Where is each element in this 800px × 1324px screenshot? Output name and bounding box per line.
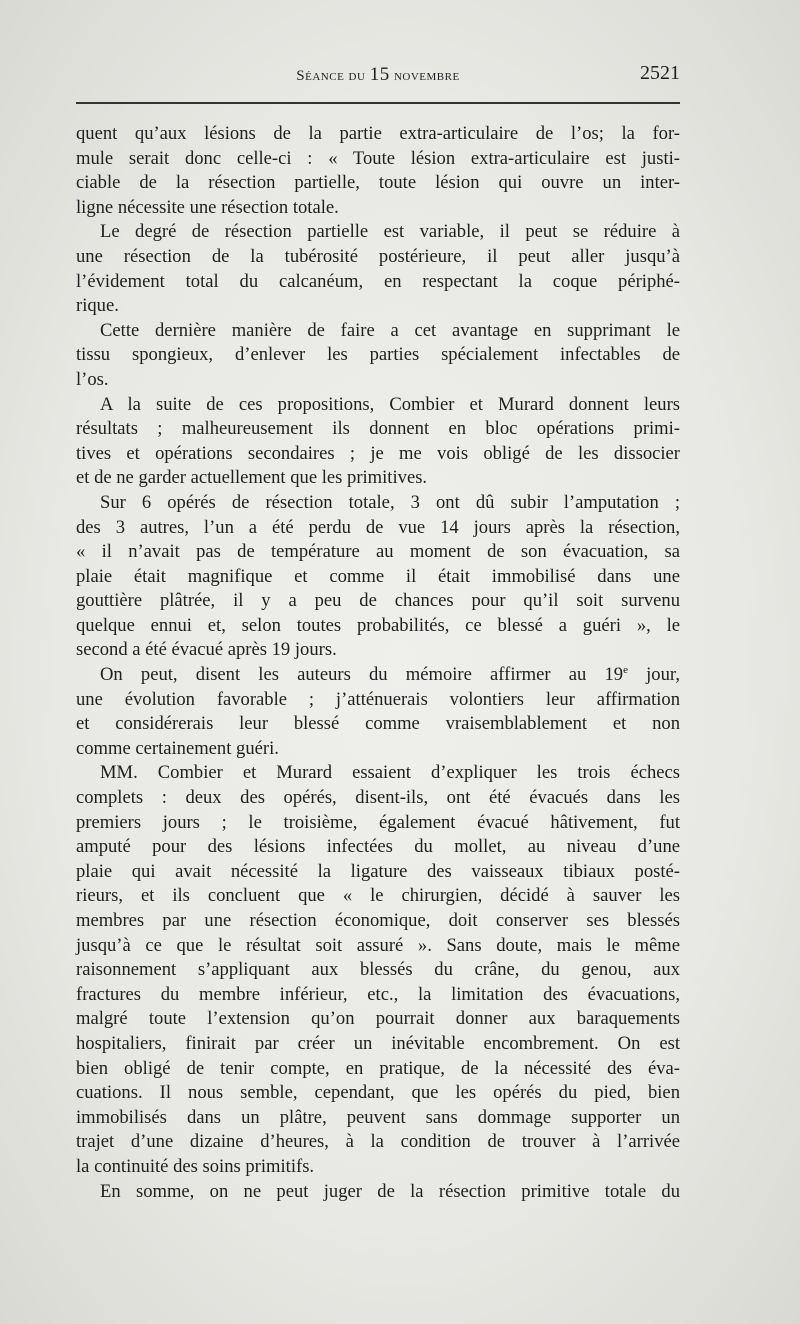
text-line: comme certainement guéri. <box>76 737 279 759</box>
page-number: 2521 <box>640 62 680 84</box>
running-head-pre: Séance du <box>296 68 370 84</box>
text-line: Sur 6 opérés de résection totale, 3 ont dû subir l’amputation ; <box>100 491 680 513</box>
text-line: jusqu’à ce que le résultat soit assuré ». Sans doute, mais le même <box>76 934 680 956</box>
paragraph <box>76 220 680 318</box>
paragraph <box>76 761 680 1179</box>
text-line: mule serait donc celle-ci : « Toute lésion extra-articulaire est justi- <box>76 147 680 169</box>
text-line: et de ne garder actuellement que les primitives. <box>76 467 428 489</box>
text-line: membres par une résection économique, doit conserver ses blessés <box>76 910 680 931</box>
text-line: tives et opérations secondaires ; je me vois obligé de les dissocier <box>76 442 680 464</box>
text-line: plaie qui avait nécessité la ligature des vaisseaux tibiaux posté- <box>76 860 680 882</box>
superscript: e <box>623 664 628 677</box>
text-line: premiers jours ; le troisième, également évacué hâtivement, fut <box>76 811 680 833</box>
text-line: trajet d’une dizaine d’heures, à la condition de trouver à l’arrivée <box>76 1131 680 1153</box>
text-line: une évolution favorable ; j’atténuerais volontiers leur affirmation <box>76 688 680 710</box>
paragraph <box>76 122 680 220</box>
text-line: gouttière plâtrée, il y a peu de chances pour qu’il soit survenu <box>76 590 680 612</box>
text-line: fractures du membre inférieur, etc., la limitation des évacuations, <box>76 983 680 1005</box>
text-line: malgré toute l’extension qu’on pourrait donner aux baraquements <box>76 1008 680 1030</box>
text-line: second a été évacué après 19 jours. <box>76 639 337 661</box>
text-line: l’évidement total du calcanéum, en respectant la coque périphé- <box>76 270 680 292</box>
text-line: « il n’avait pas de température au moment de son évacuation, sa <box>76 541 680 563</box>
text-line: plaie était magnifique et comme il était immobilisé dans une <box>76 565 680 587</box>
text-line: Cette dernière manière de faire a cet avantage en supprimant le <box>100 319 680 341</box>
body-text <box>76 122 680 1204</box>
text-line: la continuité des soins primitifs. <box>76 1155 315 1177</box>
paragraph <box>76 393 680 491</box>
text-line: immobilisés dans un plâtre, peuvent sans dommage supporter un <box>76 1106 680 1128</box>
text-line: raisonnement s’appliquant aux blessés du crâne, du genou, aux <box>76 959 680 981</box>
text-line: cuations. Il nous semble, cependant, que les opérés du pied, bien <box>76 1082 680 1104</box>
text-line: des 3 autres, l’un a été perdu de vue 14 jours après la résection, <box>76 516 680 538</box>
paragraph <box>76 1180 680 1205</box>
page-header <box>76 62 680 88</box>
text-segment: jour, <box>627 664 680 686</box>
text-line: résultats ; malheureusement ils donnent en bloc opérations primi- <box>76 418 680 440</box>
text-line: hospitaliers, finirait par créer un inévitable encombrement. On est <box>76 1032 680 1054</box>
text-segment: On peut, disent les auteurs du mémoire affirmer au 19 <box>100 664 624 686</box>
text-line: rieurs, et ils concluent que « le chirurgien, décidé à sauver les <box>76 885 680 907</box>
running-head <box>76 64 680 86</box>
running-head-post: novembre <box>389 68 460 84</box>
text-line: ciable de la résection partielle, toute lésion qui ouvre un inter- <box>76 172 680 194</box>
text-line: complets : deux des opérés, disent-ils, ont été évacués dans les <box>76 787 680 809</box>
text-line <box>76 663 680 688</box>
text-line: rique. <box>76 295 119 317</box>
text-line: ligne nécessite une résection totale. <box>76 196 339 218</box>
text-line: amputé pour des lésions infectées du mollet, au niveau d’une <box>76 836 680 858</box>
text-line: A la suite de ces propositions, Combier et Murard donnent leurs <box>100 393 680 415</box>
text-line: bien obligé de tenir compte, en pratique, de la nécessité des éva- <box>76 1057 680 1079</box>
text-line: quelque ennui et, selon toutes probabilités, ce blessé a guéri », le <box>76 614 680 636</box>
paragraph <box>76 491 680 663</box>
text-line: En somme, on ne peut juger de la résection primitive totale du <box>100 1180 680 1202</box>
text-line: tissu spongieux, d’enlever les parties spécialement infectables de <box>76 344 680 366</box>
paragraph <box>76 319 680 393</box>
text-line: Le degré de résection partielle est variable, il peut se réduire à <box>100 221 680 243</box>
text-line: quent qu’aux lésions de la partie extra-articulaire de l’os; la for- <box>76 123 680 144</box>
text-line: et considérerais leur blessé comme vraisemblablement et non <box>76 713 680 735</box>
paragraph <box>76 663 680 761</box>
text-line: MM. Combier et Murard essaient d’expliquer les trois échecs <box>100 762 680 784</box>
running-head-date: 15 <box>369 64 390 85</box>
text-line: l’os. <box>76 368 109 390</box>
header-rule <box>76 102 680 104</box>
text-line: une résection de la tubérosité postérieure, il peut aller jusqu’à <box>76 245 680 267</box>
